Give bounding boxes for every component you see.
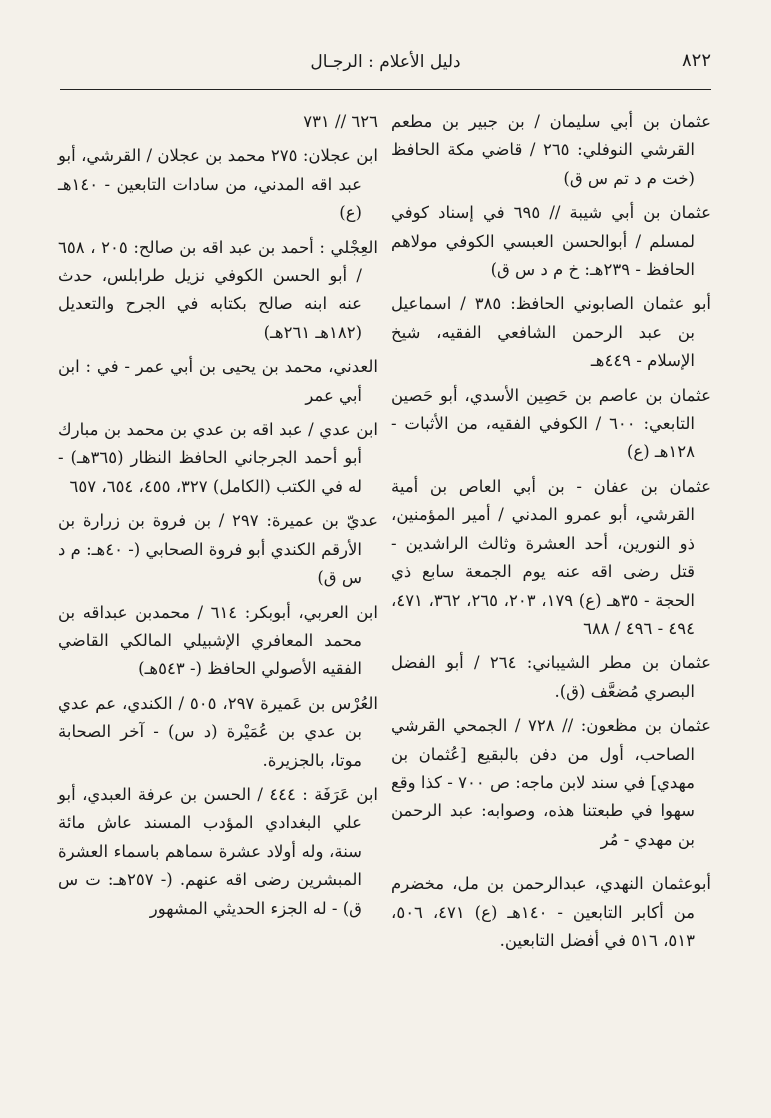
index-entry: عثمان بن مطر الشيباني: ٢٦٤ / أبو الفضل البصري مُضعَّف (ق). bbox=[391, 653, 711, 701]
index-entry: عديّ بن عميرة: ٢٩٧ / بن فروة بن زرارة بن الأرقم الكندي أبو فروة الصحابي (- ٤٠هـ: م د س ق) bbox=[58, 511, 378, 588]
index-entry: عثمان بن أبي سليمان / بن جبير بن مطعم القرشي النوفلي: ٢٦٥ / قاضي مكة الحافظ (خت م د تم س ق) bbox=[391, 112, 711, 188]
index-entry: أبوعثمان النهدي، عبدالرحمن بن مل، مخضرم من أكابر التابعين - ١٤٠هـ (ع) ٤٧١، ٥٠٦، ٥١٣، ٥١٦ في أفضل التابعين. bbox=[391, 874, 711, 950]
index-entry: ابن عَرَفَة : ٤٤٤ / الحسن بن عرفة العبدي، أبو علي البغدادي المؤدب المسند عاش مائة سنة، وله أولاد عشرة سماهم باسماء العشرة المبشرين رضى اقه عنهم. (- ٢٥٧هـ: ت س ق) - له الجزء الحديثي المشهور bbox=[58, 784, 378, 918]
index-entry: ابن العربي، أبوبكر: ٦١٤ / محمدبن عبداقه بن محمد المعافري الإشبيلي المالكي القاضي الفقيه الأصولي الحافظ (- ٥٤٣هـ) bbox=[58, 602, 378, 679]
index-entry: العِجْلي : أحمد بن عبد اقه بن صالح: ٢٠٥ ، ٦٥٨ / أبو الحسن الكوفي نزيل طرابلس، حدث عنه ابنه صالح بكتابه في الجرح والتعديل (١٨٢هـ ٢٦١هـ) bbox=[58, 237, 378, 342]
index-entry: أبو عثمان الصابوني الحافظ: ٣٨٥ / اسماعيل بن عبد الرحمن الشافعي الفقيه، شيخ الإسلام - ٤٤٩هـ bbox=[391, 294, 711, 371]
left-column bbox=[58, 108, 378, 929]
index-entry: عثمان بن مظعون: // ٧٢٨ / الجمحي القرشي الصاحب، أول من دفن بالبقيع [عُثمان بن مهدي] في سند لابن ماجه: ص ٧٠٠ - كذا وقع سهوا في طبعتنا هذه، وصوابه: عبد الرحمن بن مهدي - مُر bbox=[391, 716, 711, 849]
index-entry: عثمان بن أبي شيبة // ٦٩٥ في إسناد كوفي لمسلم / أبوالحسن العبسي الكوفي مولاهم الحافظ - ٢٣٩هـ: خ م د س ق) bbox=[391, 203, 711, 280]
page-number: ٨٢٢ bbox=[681, 50, 711, 71]
index-entry: العُرْس بن عَميرة ٢٩٧، ٥٠٥ / الكندي، عم عدي بن عدي بن عُمَيْرة (د س) - آخر الصحابة موتا، بالجزيرة. bbox=[58, 693, 378, 770]
page-header bbox=[60, 48, 711, 88]
index-entry: عثمان بن عاصم بن حَصِين الأسدي، أبو حَصين التابعي: ٦٠٠ / الكوفي الفقيه، من الأثبات - ١٢٨هـ (ع) bbox=[391, 385, 711, 462]
index-entry: ٦٢٦ // ٧٣١ bbox=[303, 112, 378, 131]
index-entry: ابن عجلان: ٢٧٥ محمد بن عجلان / القرشي، أبو عبد اقه المدني، من سادات التابعين - ١٤٠هـ (ع) bbox=[58, 146, 379, 223]
right-column bbox=[391, 108, 711, 961]
header-rule bbox=[60, 89, 711, 90]
index-entry: العدني، محمد بن يحيى بن أبي عمر - في : ابن أبي عمر bbox=[58, 357, 378, 405]
index-entry: عثمان بن عفان - بن أبي العاص بن أمية القرشي، أبو عمرو المدني / أمير المؤمنين، ذو النورين، أحد العشرة وثالث الراشدين - قتل رضى اقه عنه يوم الجمعة سابع ذي الحجة - ٣٥هـ (ع) ١٧٩، ٢٠٣، ٢٦٥، ٣٦٢، ٤٧١، ٤٩٤ - ٤٩٦ / ٦٨٨ bbox=[391, 476, 711, 638]
index-entry: ابن عدي / عبد اقه بن عدي بن محمد بن مبارك أبو أحمد الجرجاني الحافظ النظار (٣٦٥هـ) - له في الكتب (الكامل) ٣٢٧، ٤٥٥، ٦٥٤، ٦٥٧ bbox=[58, 420, 378, 496]
running-title: دليل الأعلام : الرجـال bbox=[310, 52, 461, 72]
